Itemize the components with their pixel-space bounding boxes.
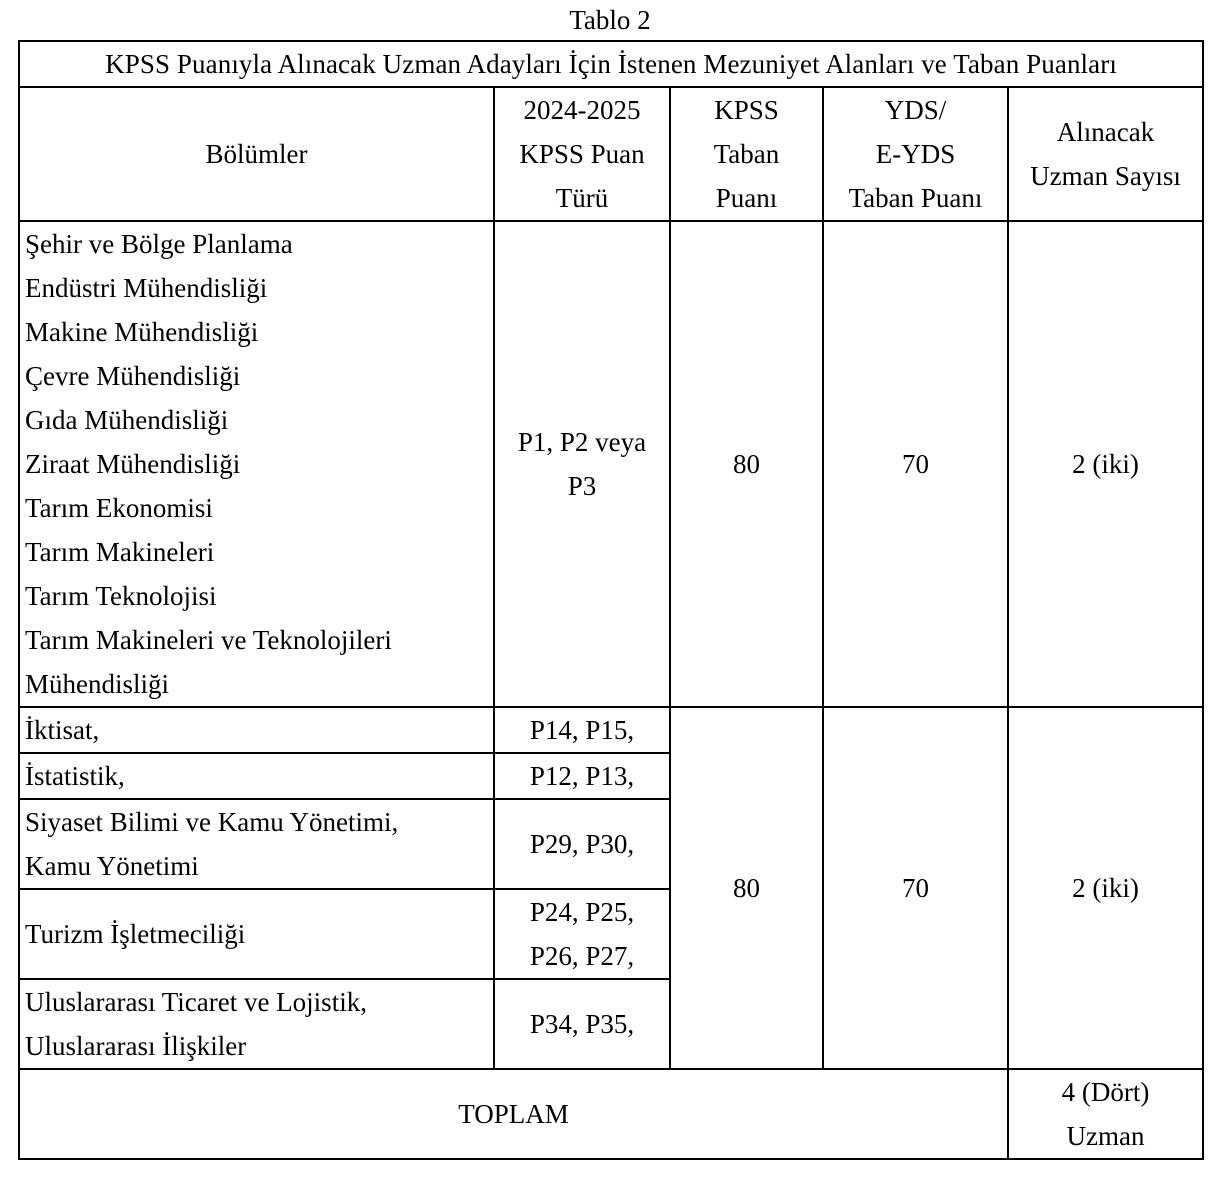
header-line: KPSS — [714, 95, 779, 125]
group1-expert-count: 2 (iki) — [1008, 221, 1203, 707]
department-item: Tarım Makineleri — [25, 537, 215, 567]
header-line: Taban Puanı — [848, 183, 983, 213]
group2-department — [19, 799, 494, 889]
header-departments-label: Bölümler — [205, 139, 308, 169]
department-item: Uluslararası Ticaret ve Lojistik, — [25, 987, 367, 1017]
group2-department — [19, 889, 494, 979]
header-line: KPSS Puan — [519, 139, 645, 169]
score-type-line: P29, P30, — [529, 829, 635, 859]
group1-row — [19, 221, 1203, 707]
group2-kpss-base: 80 — [670, 707, 823, 1069]
header-score-type — [494, 87, 670, 221]
total-value — [1008, 1069, 1203, 1159]
score-type-line: P1, P2 veya — [517, 427, 647, 457]
group2-expert-count: 2 (iki) — [1008, 707, 1203, 1069]
header-line: Türü — [555, 183, 609, 213]
header-line: Alınacak — [1056, 117, 1155, 147]
group2-department — [19, 707, 494, 753]
total-row — [19, 1069, 1203, 1159]
department-item: Kamu Yönetimi — [25, 851, 199, 881]
score-type-line: P26, P27, — [529, 941, 635, 971]
title-row — [19, 41, 1203, 87]
department-item: Makine Mühendisliği — [25, 317, 259, 347]
group2-score-type — [494, 753, 670, 799]
department-item: Tarım Makineleri ve Teknolojileri — [25, 625, 392, 655]
score-type-line: P14, P15, — [529, 715, 635, 745]
department-item: Uluslararası İlişkiler — [25, 1031, 247, 1061]
department-item: İktisat, — [25, 715, 100, 745]
score-type-line: P3 — [567, 471, 597, 501]
department-item: Turizm İşletmeciliği — [25, 919, 246, 949]
header-line: Taban — [713, 139, 780, 169]
department-item: Çevre Mühendisliği — [25, 361, 241, 391]
total-value-line: Uzman — [1066, 1121, 1145, 1151]
department-item: Ziraat Mühendisliği — [25, 449, 241, 479]
group2-score-type — [494, 707, 670, 753]
group1-yds-base: 70 — [823, 221, 1008, 707]
department-item: Şehir ve Bölge Planlama — [25, 229, 293, 259]
header-row — [19, 87, 1203, 221]
group2-row — [19, 707, 1203, 753]
score-type-line: P24, P25, — [529, 897, 635, 927]
header-departments — [19, 87, 494, 221]
header-line: Uzman Sayısı — [1030, 161, 1181, 191]
requirements-table — [18, 40, 1204, 1160]
group2-department — [19, 979, 494, 1069]
header-expert-count — [1008, 87, 1203, 221]
group2-score-type — [494, 799, 670, 889]
department-item: Endüstri Mühendisliği — [25, 273, 268, 303]
group2-score-type — [494, 889, 670, 979]
group1-kpss-base: 80 — [670, 221, 823, 707]
table-caption: Tablo 2 — [569, 5, 651, 35]
total-label: TOPLAM — [19, 1069, 1008, 1159]
table-title: KPSS Puanıyla Alınacak Uzman Adayları İçin İstenen Mezuniyet Alanları ve Taban Puanları — [19, 41, 1203, 87]
header-line: 2024-2025 — [523, 95, 641, 125]
department-item: İstatistik, — [25, 761, 125, 791]
department-item: Mühendisliği — [25, 669, 170, 699]
header-yds-base — [823, 87, 1008, 221]
department-item: Tarım Teknolojisi — [25, 581, 217, 611]
group2-score-type — [494, 979, 670, 1069]
group1-score-type — [494, 221, 670, 707]
department-item: Gıda Mühendisliği — [25, 405, 229, 435]
score-type-line: P12, P13, — [529, 761, 635, 791]
group2-department — [19, 753, 494, 799]
header-line: E-YDS — [875, 139, 956, 169]
header-kpss-base — [670, 87, 823, 221]
total-value-line: 4 (Dört) — [1061, 1077, 1150, 1107]
score-type-line: P34, P35, — [529, 1009, 635, 1039]
group1-departments — [19, 221, 494, 707]
group2-yds-base: 70 — [823, 707, 1008, 1069]
header-line: Puanı — [715, 183, 778, 213]
header-line: YDS/ — [884, 95, 947, 125]
department-item: Tarım Ekonomisi — [25, 493, 213, 523]
department-item: Siyaset Bilimi ve Kamu Yönetimi, — [25, 807, 399, 837]
